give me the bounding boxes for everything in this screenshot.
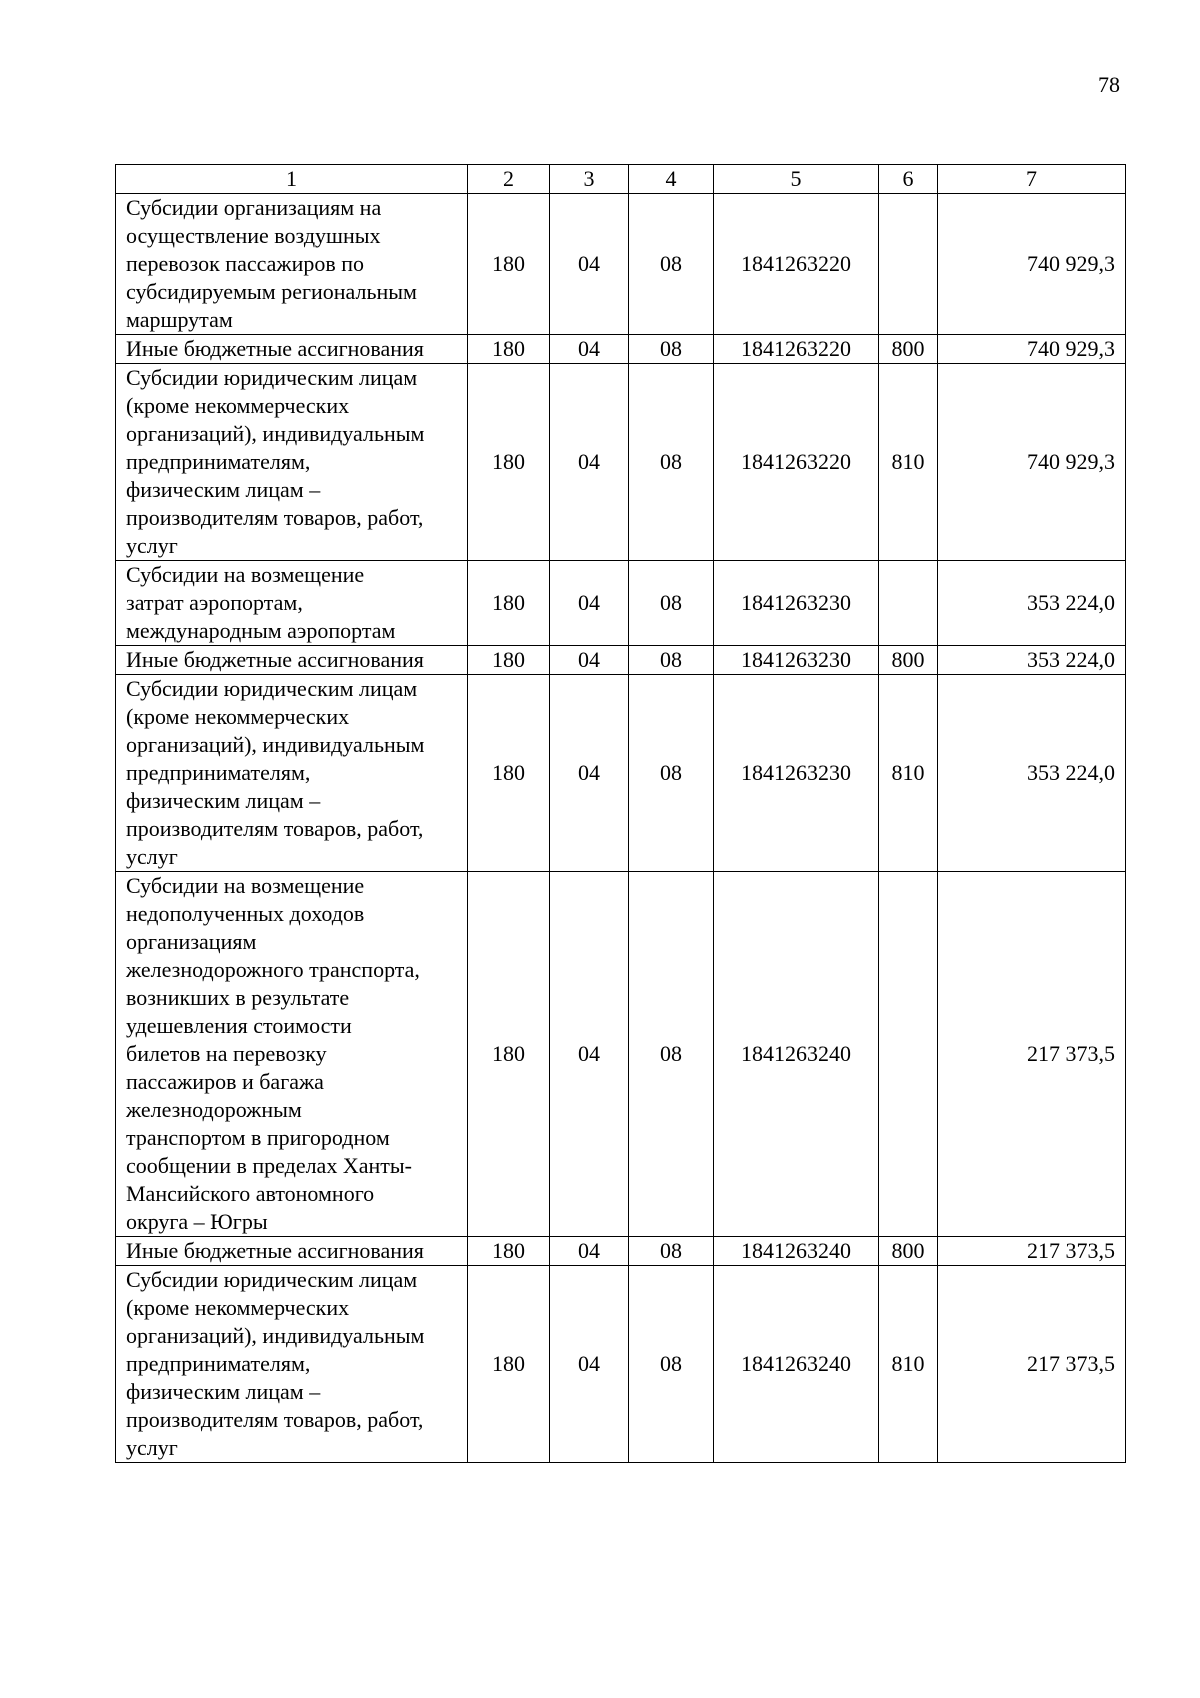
row-name-line: производителям товаров, работ, [126,816,424,841]
subsection-code: 08 [629,364,714,561]
row-name-line: билетов на перевозку [126,1041,327,1066]
expense-type-code: 800 [879,335,938,364]
expense-type-code: 800 [879,1237,938,1266]
expense-type-code: 810 [879,1266,938,1463]
subsection-code: 08 [629,1237,714,1266]
table-row [116,194,1126,335]
budget-table [115,164,1126,1463]
table-row [116,561,1126,646]
expense-type-code: 810 [879,675,938,872]
row-name [116,561,468,646]
subsection-code: 08 [629,1266,714,1463]
row-name-line: железнодорожным [126,1097,302,1122]
row-name [116,364,468,561]
row-name-line: физическим лицам – [126,1379,321,1404]
target-article-code: 1841263230 [714,561,879,646]
row-name-line: предпринимателям, [126,1351,311,1376]
row-name-line: возникших в результате [126,985,350,1010]
amount: 217 373,5 [938,1266,1126,1463]
row-name [116,1237,468,1266]
row-name-line: услуг [126,844,178,869]
amount: 353 224,0 [938,646,1126,675]
header-cell-7: 7 [938,165,1126,194]
table-body [116,165,1126,1463]
row-name-line: Иные бюджетные ассигнования [126,1238,424,1263]
row-name-line: железнодорожного транспорта, [126,957,420,982]
row-name [116,194,468,335]
admin-code: 180 [468,872,550,1237]
row-name [116,1266,468,1463]
row-name-line: организациям [126,929,257,954]
amount: 740 929,3 [938,335,1126,364]
row-name-line: Иные бюджетные ассигнования [126,336,424,361]
admin-code: 180 [468,1237,550,1266]
expense-type-code [879,561,938,646]
target-article-code: 1841263240 [714,1237,879,1266]
row-name-line: субсидируемым региональным [126,279,417,304]
row-name-line: услуг [126,533,178,558]
amount: 217 373,5 [938,872,1126,1237]
subsection-code: 08 [629,335,714,364]
table-row [116,1266,1126,1463]
amount: 353 224,0 [938,675,1126,872]
subsection-code: 08 [629,872,714,1237]
table-row [116,675,1126,872]
header-cell-6: 6 [879,165,938,194]
row-name-line: производителям товаров, работ, [126,1407,424,1432]
header-cell-3: 3 [550,165,629,194]
target-article-code: 1841263230 [714,646,879,675]
amount: 740 929,3 [938,364,1126,561]
table-row [116,364,1126,561]
row-name-line: Субсидии на возмещение [126,873,365,898]
section-code: 04 [550,194,629,335]
expense-type-code: 800 [879,646,938,675]
header-cell-2: 2 [468,165,550,194]
table-row [116,335,1126,364]
section-code: 04 [550,364,629,561]
expense-type-code: 810 [879,364,938,561]
section-code: 04 [550,1266,629,1463]
row-name-line: осуществление воздушных [126,223,381,248]
row-name-line: (кроме некоммерческих [126,1295,350,1320]
row-name-line: организаций), индивидуальным [126,421,425,446]
table-row [116,1237,1126,1266]
section-code: 04 [550,675,629,872]
row-name-line: пассажиров и багажа [126,1069,324,1094]
row-name-line: Иные бюджетные ассигнования [126,647,424,672]
amount: 740 929,3 [938,194,1126,335]
target-article-code: 1841263230 [714,675,879,872]
target-article-code: 1841263240 [714,1266,879,1463]
admin-code: 180 [468,646,550,675]
admin-code: 180 [468,561,550,646]
page-number: 78 [1098,72,1120,97]
table-row [116,646,1126,675]
header-row [116,165,1126,194]
row-name-line: затрат аэропортам, [126,590,303,615]
subsection-code: 08 [629,194,714,335]
row-name-line: (кроме некоммерческих [126,393,350,418]
admin-code: 180 [468,364,550,561]
header-cell-4: 4 [629,165,714,194]
subsection-code: 08 [629,675,714,872]
row-name-line: услуг [126,1435,178,1460]
row-name-line: недополученных доходов [126,901,365,926]
subsection-code: 08 [629,646,714,675]
row-name-line: международным аэропортам [126,618,396,643]
row-name-line: перевозок пассажиров по [126,251,365,276]
row-name-line: (кроме некоммерческих [126,704,350,729]
row-name-line: маршрутам [126,307,233,332]
row-name [116,872,468,1237]
row-name-line: Субсидии юридическим лицам [126,676,418,701]
expense-type-code [879,872,938,1237]
row-name-line: физическим лицам – [126,788,321,813]
section-code: 04 [550,872,629,1237]
section-code: 04 [550,335,629,364]
target-article-code: 1841263220 [714,335,879,364]
header-cell-5: 5 [714,165,879,194]
row-name-line: Субсидии организациям на [126,195,382,220]
admin-code: 180 [468,335,550,364]
row-name-line: физическим лицам – [126,477,321,502]
amount: 217 373,5 [938,1237,1126,1266]
row-name-line: организаций), индивидуальным [126,732,425,757]
row-name-line: предпринимателям, [126,760,311,785]
row-name-line: округа – Югры [126,1209,268,1234]
target-article-code: 1841263220 [714,194,879,335]
row-name [116,646,468,675]
section-code: 04 [550,561,629,646]
row-name [116,335,468,364]
row-name [116,675,468,872]
row-name-line: Мансийского автономного [126,1181,375,1206]
row-name-line: удешевления стоимости [126,1013,352,1038]
admin-code: 180 [468,1266,550,1463]
table-row [116,872,1126,1237]
amount: 353 224,0 [938,561,1126,646]
row-name-line: организаций), индивидуальным [126,1323,425,1348]
row-name-line: Субсидии юридическим лицам [126,1267,418,1292]
target-article-code: 1841263240 [714,872,879,1237]
row-name-line: Субсидии юридическим лицам [126,365,418,390]
target-article-code: 1841263220 [714,364,879,561]
row-name-line: транспортом в пригородном [126,1125,390,1150]
header-cell-1: 1 [116,165,468,194]
admin-code: 180 [468,194,550,335]
section-code: 04 [550,646,629,675]
admin-code: 180 [468,675,550,872]
row-name-line: предпринимателям, [126,449,311,474]
row-name-line: Субсидии на возмещение [126,562,365,587]
subsection-code: 08 [629,561,714,646]
row-name-line: сообщении в пределах Ханты- [126,1153,412,1178]
expense-type-code [879,194,938,335]
section-code: 04 [550,1237,629,1266]
row-name-line: производителям товаров, работ, [126,505,424,530]
